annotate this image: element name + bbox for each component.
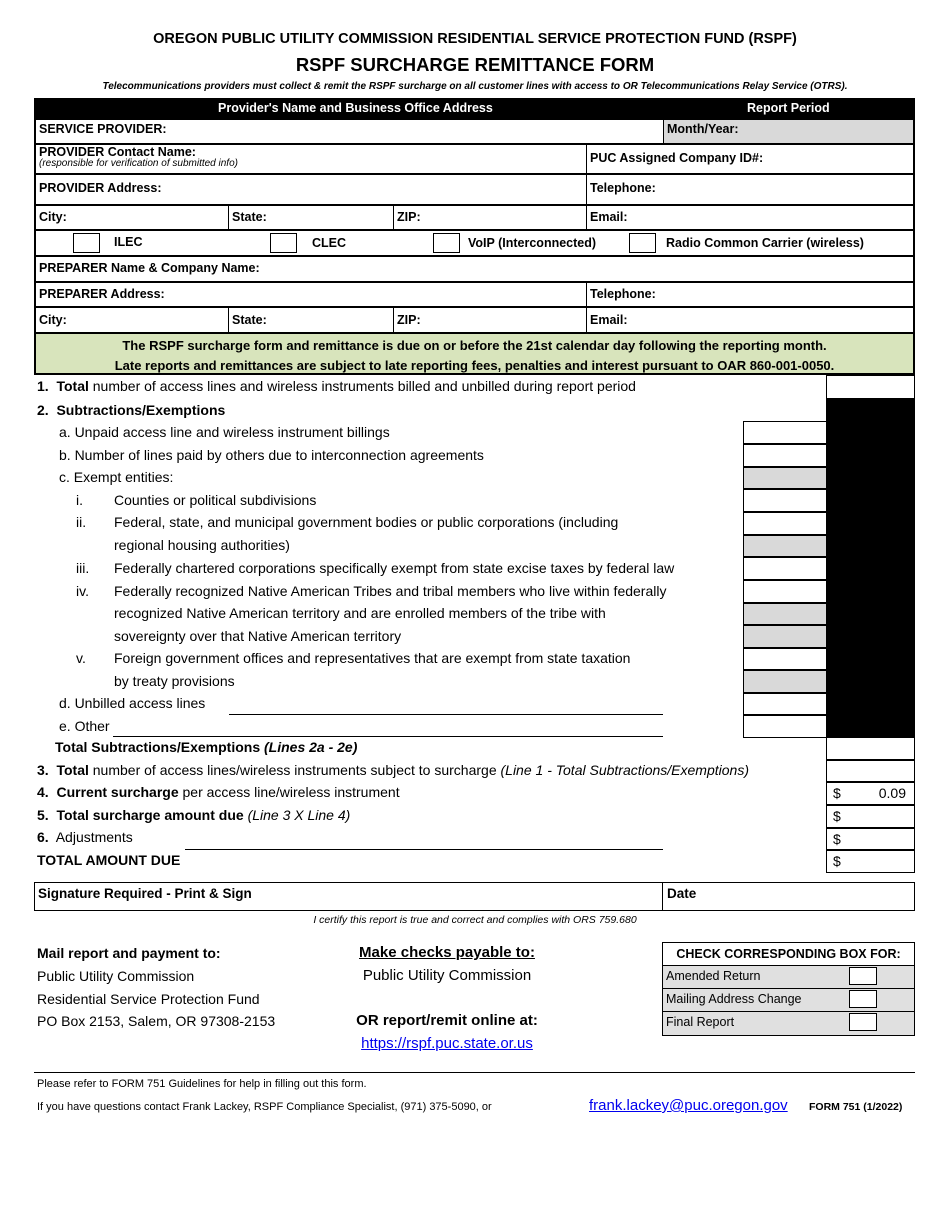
provider-address-field[interactable] <box>36 175 587 204</box>
preparer-name-label: PREPARER Name & Company Name: <box>39 261 260 275</box>
line-2e-input[interactable] <box>743 715 827 738</box>
line-2c-iv-text-2: recognized Native American territory and are enrolled members of the tribe with <box>114 605 606 621</box>
provider-telephone-label: Telephone: <box>590 181 656 195</box>
footer-refer-text: Please refer to FORM 751 Guidelines for help in filling out this form. <box>37 1078 367 1090</box>
line-2c-v-text-2: by treaty provisions <box>114 673 235 689</box>
footer-divider <box>34 1072 915 1073</box>
preparer-telephone-field[interactable] <box>587 283 913 306</box>
provider-state-label: State: <box>232 210 267 224</box>
line-2c-iv-shaded-box-1 <box>743 603 827 625</box>
provider-header-label: Provider's Name and Business Office Address <box>218 101 493 115</box>
line-6-input[interactable] <box>826 828 915 850</box>
blacked-out-column <box>826 398 915 737</box>
total-dollar-sign: $ <box>833 853 841 869</box>
preparer-address-field[interactable] <box>36 283 587 306</box>
ilec-label: ILEC <box>114 235 143 249</box>
line-2-text <box>37 402 225 418</box>
form-super-title: OREGON PUBLIC UTILITY COMMISSION RESIDENTIAL SERVICE PROTECTION FUND (RSPF) <box>153 31 797 47</box>
preparer-zip-label: ZIP: <box>397 313 421 327</box>
total-amount-due-input[interactable] <box>826 850 915 873</box>
preparer-name-row <box>34 257 915 283</box>
provider-contact-field[interactable] <box>36 145 587 173</box>
line-5-input[interactable] <box>826 805 915 828</box>
provider-city-label: City: <box>39 210 67 224</box>
line-2c-v-number: v. <box>76 650 86 666</box>
mailing-address-change-label: Mailing Address Change <box>666 992 802 1006</box>
line-6-number: 6. <box>37 829 49 845</box>
preparer-address-label: PREPARER Address: <box>39 287 165 301</box>
preparer-email-label: Email: <box>590 313 628 327</box>
line-6-dollar-sign: $ <box>833 831 841 847</box>
date-field[interactable] <box>663 883 914 910</box>
check-corresponding-box-table <box>662 942 915 1036</box>
line-2c-iv-text-1: Federally recognized Native American Tribes and tribal members who live within federally <box>114 583 667 599</box>
line-2c-i-input[interactable] <box>743 489 827 512</box>
line-3-input[interactable] <box>826 760 915 782</box>
line-4-text <box>37 784 400 800</box>
month-year-label: Month/Year: <box>667 122 739 136</box>
line-3-italic: (Line 1 - Total Subtractions/Exemptions) <box>500 762 749 778</box>
provider-address-label: PROVIDER Address: <box>39 181 162 195</box>
puc-id-field[interactable] <box>587 145 913 173</box>
line-2c-iii-input[interactable] <box>743 557 827 580</box>
line-2e-text: e. Other <box>59 718 110 734</box>
mailing-address-change-row <box>663 989 914 1012</box>
line-6-desc: Adjustments <box>55 829 133 845</box>
provider-contact-sublabel: (responsible for verification of submitted info) <box>39 158 238 169</box>
amended-return-row <box>663 966 914 989</box>
form-instruction-note: Telecommunications providers must collect & remit the RSPF surcharge on all customer lines with access to OR Telecommunications Relay Service (OTRS). <box>102 81 848 92</box>
voip-checkbox[interactable] <box>433 233 460 253</box>
line-4-desc: per access line/wireless instrument <box>178 784 400 800</box>
signature-field[interactable] <box>35 883 663 910</box>
notice-line-2: Late reports and remittances are subject to late reporting fees, penalties and interest pursuant to OAR 860-001-0050. <box>114 358 835 373</box>
final-report-label: Final Report <box>666 1015 735 1029</box>
line-2c-ii-shaded-box <box>743 535 827 557</box>
contact-email-link[interactable]: frank.lackey@puc.oregon.gov <box>589 1097 788 1114</box>
clec-label: CLEC <box>312 236 347 250</box>
signature-row <box>34 882 915 911</box>
line-4-value: 0.09 <box>878 785 906 801</box>
line-2a-input[interactable] <box>743 421 827 444</box>
mail-line-3: PO Box 2153, Salem, OR 97308-2153 <box>37 1013 276 1029</box>
provider-type-row <box>34 231 915 257</box>
line-2d-text: d. Unbilled access lines <box>59 695 206 711</box>
preparer-state-label: State: <box>232 313 267 327</box>
notice-line-1: The RSPF surcharge form and remittance is due on or before the 21st calendar day following the reporting month. <box>122 338 827 353</box>
amended-return-label: Amended Return <box>666 969 761 983</box>
line-2c-iii-number: iii. <box>76 560 90 576</box>
preparer-email-field[interactable] <box>587 308 913 332</box>
signature-label: Signature Required - Print & Sign <box>38 886 252 901</box>
mailing-address-change-checkbox[interactable] <box>849 990 877 1008</box>
line-4-dollar-sign: $ <box>833 785 841 801</box>
provider-state-field[interactable] <box>229 206 394 229</box>
line-2b-input[interactable] <box>743 444 827 467</box>
check-box-heading: CHECK CORRESPONDING BOX FOR: <box>663 943 914 966</box>
line-2d-underline[interactable] <box>229 693 663 715</box>
total-subtractions-bold: Total Subtractions/Exemptions <box>55 739 261 755</box>
total-subtractions-input[interactable] <box>826 737 915 760</box>
provider-contact-label: PROVIDER Contact Name: <box>39 145 196 159</box>
provider-zip-label: ZIP: <box>397 210 421 224</box>
line-2c-ii-text-2: regional housing authorities) <box>114 537 290 553</box>
line-2b-text: b. Number of lines paid by others due to interconnection agreements <box>59 447 484 463</box>
online-heading: OR report/remit online at: <box>356 1012 538 1029</box>
preparer-state-field[interactable] <box>229 308 394 332</box>
line-2d-input[interactable] <box>743 693 827 715</box>
report-period-header-label: Report Period <box>747 101 830 115</box>
provider-city-field[interactable] <box>36 206 229 229</box>
checks-payee: Public Utility Commission <box>362 967 532 984</box>
line-2c-iv-shaded-box-2 <box>743 625 827 648</box>
puc-id-label: PUC Assigned Company ID#: <box>590 151 764 165</box>
preparer-zip-field[interactable] <box>394 308 587 332</box>
line-5-number: 5. <box>37 807 49 823</box>
line-2c-ii-input[interactable] <box>743 512 827 535</box>
ilec-checkbox[interactable] <box>73 233 100 253</box>
final-report-checkbox[interactable] <box>849 1013 877 1031</box>
amended-return-checkbox[interactable] <box>849 967 877 985</box>
online-url-link[interactable]: https://rspf.puc.state.or.us <box>361 1035 533 1052</box>
provider-email-label: Email: <box>590 210 628 224</box>
total-subtractions-italic: (Lines 2a - 2e) <box>260 739 358 755</box>
line-2c-ii-number: ii. <box>76 514 87 530</box>
provider-zip-field[interactable] <box>394 206 587 229</box>
certify-statement: I certify this report is true and correct and complies with ORS 759.680 <box>313 914 637 926</box>
date-label: Date <box>667 886 697 901</box>
line-2c-iii-text: Federally chartered corporations specifically exempt from state excise taxes by federal law <box>114 560 675 576</box>
line-5-bold: Total surcharge amount due <box>56 807 244 823</box>
line-3-desc: number of access lines/wireless instruments subject to surcharge <box>88 762 501 778</box>
line-2c-v-text-1: Foreign government offices and representatives that are exempt from state taxation <box>114 650 631 666</box>
line-2c-iv-input[interactable] <box>743 580 827 603</box>
line-5-italic: (Line 3 X Line 4) <box>243 807 351 823</box>
clec-checkbox[interactable] <box>270 233 297 253</box>
service-provider-row <box>34 120 915 145</box>
mail-heading: Mail report and payment to: <box>37 945 221 961</box>
checks-payable-heading: Make checks payable to: <box>359 944 535 961</box>
final-report-row <box>663 1012 914 1035</box>
form-title: RSPF SURCHARGE REMITTANCE FORM <box>295 54 655 75</box>
due-date-notice <box>34 334 915 375</box>
line-2a-text: a. Unpaid access line and wireless instrument billings <box>59 424 390 440</box>
line-2-number: 2. <box>37 402 49 418</box>
line-2c-i-number: i. <box>76 492 83 508</box>
service-provider-field[interactable] <box>36 120 664 143</box>
footer-questions-text: If you have questions contact Frank Lackey, RSPF Compliance Specialist, (971) 375-5090, or <box>37 1101 492 1113</box>
provider-contact-row <box>34 145 915 175</box>
line-2c-shaded-box <box>743 467 827 489</box>
line-3-text <box>37 762 749 778</box>
month-year-field[interactable] <box>664 120 913 143</box>
provider-telephone-field[interactable] <box>587 175 913 204</box>
line-1-input[interactable] <box>826 375 915 399</box>
line-3-number: 3. <box>37 762 49 778</box>
total-subtractions-text <box>55 739 357 755</box>
line-4-bold: Current surcharge <box>56 784 179 800</box>
preparer-city-label: City: <box>39 313 67 327</box>
line-6-underline[interactable] <box>185 828 663 850</box>
line-4-value-box <box>826 782 915 805</box>
mail-line-2: Residential Service Protection Fund <box>37 991 260 1007</box>
service-provider-label: SERVICE PROVIDER: <box>39 122 167 136</box>
provider-city-row <box>34 206 915 231</box>
line-2c-text: c. Exempt entities: <box>59 469 174 485</box>
line-1-desc: number of access lines and wireless instruments billed and unbilled during report period <box>88 378 636 394</box>
preparer-name-field[interactable] <box>36 257 913 281</box>
radio-common-carrier-label: Radio Common Carrier (wireless) <box>666 236 864 250</box>
line-2c-iv-text-3: sovereignty over that Native American territory <box>114 628 402 644</box>
total-amount-due-label: TOTAL AMOUNT DUE <box>37 852 181 868</box>
preparer-city-field[interactable] <box>36 308 229 332</box>
preparer-city-row <box>34 308 915 334</box>
line-1-bold: Total <box>56 378 89 394</box>
provider-address-row <box>34 175 915 206</box>
line-2c-v-input[interactable] <box>743 648 827 670</box>
radio-common-carrier-checkbox[interactable] <box>629 233 656 253</box>
line-3-bold: Total <box>56 762 89 778</box>
line-2-bold: Subtractions/Exemptions <box>56 402 226 418</box>
form-number: FORM 751 (1/2022) <box>809 1101 903 1113</box>
voip-label: VoIP (Interconnected) <box>468 236 597 250</box>
line-2c-v-shaded-box <box>743 670 827 693</box>
provider-email-field[interactable] <box>587 206 913 229</box>
preparer-telephone-label: Telephone: <box>590 287 656 301</box>
mail-line-1: Public Utility Commission <box>37 968 195 984</box>
line-5-dollar-sign: $ <box>833 808 841 824</box>
line-2c-ii-text-1: Federal, state, and municipal government bodies or public corporations (including <box>114 514 619 530</box>
line-2c-iv-number: iv. <box>76 583 89 599</box>
line-2e-underline[interactable] <box>113 715 663 737</box>
line-6-text <box>37 829 133 845</box>
line-5-text <box>37 807 350 823</box>
line-2c-i-text: Counties or political subdivisions <box>114 492 317 508</box>
line-1-text <box>37 378 636 394</box>
preparer-address-row <box>34 283 915 308</box>
line-4-number: 4. <box>37 784 49 800</box>
provider-header-bar <box>34 98 915 120</box>
line-1-number: 1. <box>37 378 49 394</box>
